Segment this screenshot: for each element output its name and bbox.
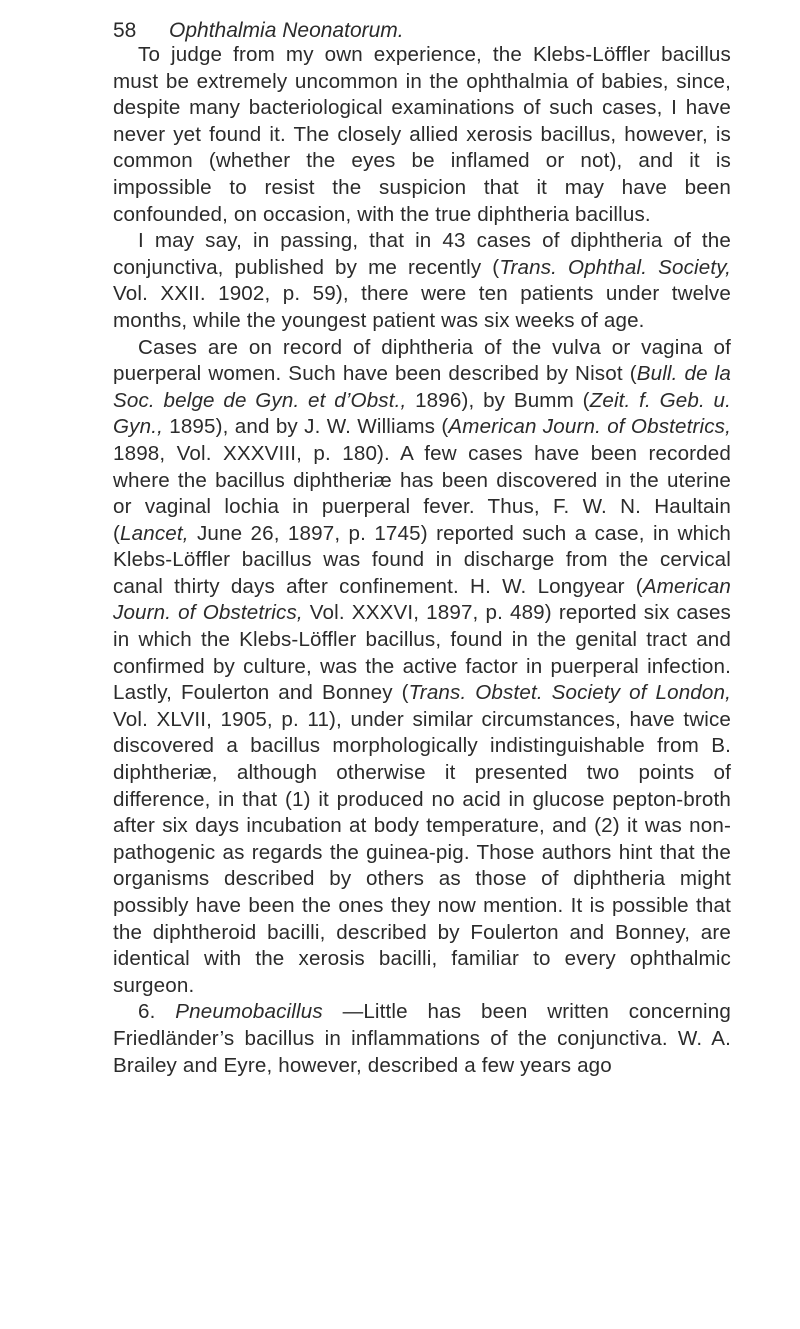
running-head	[113, 18, 404, 44]
citation: American Journ. of Obstetrics,	[113, 574, 731, 625]
page-number: 58	[113, 19, 137, 42]
running-title: Ophthalmia Neonatorum.	[169, 19, 404, 42]
text-run: 1896), by Bumm (	[406, 388, 590, 412]
text-run: 1895), and by J. W. Williams (	[162, 415, 449, 439]
citation: Lancet,	[120, 521, 189, 545]
citation: Trans. Obstet. Society of London,	[408, 681, 731, 705]
citation: Trans. Ophthal. Society,	[499, 255, 732, 279]
paragraph-conjunctiva-cases	[113, 228, 731, 334]
text-run: Vol. XXII. 1902, p. 59), there were ten patients under twelve months, while the youngest patient was six weeks of age.	[113, 282, 731, 332]
text-run: I may say, in passing, that in 43 cases of diphtheria of the conjunctiva, published by me recently (	[113, 229, 731, 279]
citation: American Journ. of Obstetrics,	[448, 415, 731, 439]
body-text	[113, 42, 731, 1079]
text-run: 1898, Vol. XXXVIII, p. 180). A few cases have been recorded where the bacillus diphtheriæ has been discovered in the uterine or vaginal lochia in puerperal fever. Thus, F. W. N. Haultain (	[113, 441, 731, 545]
text-run: —Little has been written concerning Friedländer’s bacillus in inflammations of the conjunctiva. W. A. Brailey and Eyre, however, described a few years ago	[113, 1000, 731, 1077]
paragraph-klebs-loffler: To judge from my own experience, the Klebs-Löffler bacillus must be extremely uncommon in the ophthalmia of babies, since, despite many bacteriological examinations of such cases, I have never yet found it. The closely allied xerosis bacillus, however, is common (whether the eyes be inflamed or not), and it is impossible to resist the suspicion that it may have been confounded, on occasion, with the true diphtheria bacillus.	[113, 43, 731, 226]
paragraph-puerperal-diphtheria	[113, 335, 731, 1000]
section-term: Pneumobacillus	[175, 1000, 323, 1024]
text-run: Vol. XXXVI, 1897, p. 489) reported six cases in which the Klebs-Löffler bacillus, found in the genital tract and confirmed by culture, was the active factor in puerperal infection. Lastly, Foulerton and Bonney (	[113, 601, 731, 705]
text-run: Cases are on record of diphtheria of the vulva or vagina of puerperal women. Such have been described by Nisot (	[113, 335, 731, 386]
citation: Zeit. f. Geb. u. Gyn.,	[113, 388, 731, 439]
section-number: 6.	[138, 1000, 176, 1024]
text-run: Vol. XLVII, 1905, p. 11), under similar circumstances, have twice discovered a bacillus morphologically indistinguishable from B. diphtheriæ, although otherwise it presented two points of difference, in that (1) it produced no acid in glucose pepton-broth after six days incubation at body temperature, and (2) it was non-pathogenic as regards the guinea-pig. Those authors hint that the organisms described by others as those of diphtheria might possibly have been the ones they now mention. It is possible that the diphtheroid bacilli, described by Foulerton and Bonney, are identical with the xerosis bacilli, familiar to every ophthalmic surgeon.	[113, 707, 731, 997]
paragraph-pneumobacillus	[113, 999, 731, 1079]
citation: Bull. de la Soc. belge de Gyn. et d’Obst.,	[113, 362, 732, 412]
text-run: June 26, 1897, p. 1745) reported such a case, in which Klebs-Löffler bacillus was found in discharge from the cervical canal thirty days after confinement. H. W. Longyear (	[113, 521, 731, 598]
